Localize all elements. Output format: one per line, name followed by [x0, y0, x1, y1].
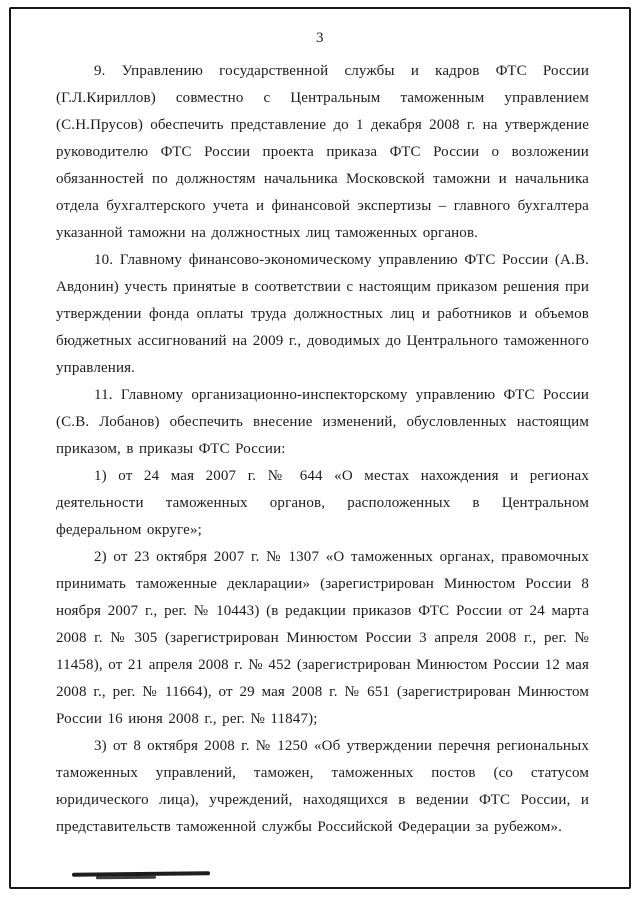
paragraph-9: 9. Управлению государственной службы и кадров ФТС России (Г.Л.Кириллов) совместно с Центральным таможенным управлением (С.Н.Прусов) обеспечить представление до 1 декабря 2008 г. на утверждение руководителю ФТС России проекта приказа ФТС России о возложении обязанностей по должностям начальника Московской таможни и начальника отдела бухгалтерского учета и финансовой экспертизы – главного бухгалтера указанной таможни на должностных лиц таможенных органов.: [56, 63, 589, 241]
document-body: [56, 58, 589, 841]
page-number: 3: [316, 30, 324, 46]
list-item-2: 2) от 23 октября 2007 г. № 1307 «О таможенных органах, правомочных принимать таможенные декларации» (зарегистрирован Минюстом России 8 ноября 2007 г., рег. № 10443) (в редакции приказов ФТС России от 24 марта 2008 г. № 305 (зарегистрирован Минюстом России 3 апреля 2008 г., рег. № 11458), от 21 апреля 2008 г. № 452 (зарегистрирован Минюстом России 12 мая 2008 г., рег. № 11664), от 29 мая 2008 г. № 651 (зарегистрирован Минюстом России 16 июня 2008 г., рег. № 11847);: [56, 549, 589, 727]
paragraph-10: 10. Главному финансово-экономическому управлению ФТС России (А.В. Авдонин) учесть принятые в соответствии с настоящим приказом решения при утверждении фонда оплаты труда должностных лиц и работников и объемов бюджетных ассигнований на 2009 г., доводимых до Центрального таможенного управления.: [56, 252, 589, 376]
list-item-1: 1) от 24 мая 2007 г. № 644 «О местах нахождения и регионах деятельности таможенных органов, расположенных в Центральном федеральном округе»;: [56, 468, 589, 538]
list-item-3: 3) от 8 октября 2008 г. № 1250 «Об утверждении перечня региональных таможенных управлений, таможен, таможенных постов (со статусом юридического лица), учреждений, находящихся в ведении ФТС России, и представительств таможенной службы Российской Федерации за рубежом».: [56, 738, 589, 835]
scan-artifact: [96, 876, 156, 880]
paragraph-11: 11. Главному организационно-инспекторскому управлению ФТС России (С.В. Лобанов) обеспечить внесение изменений, обусловленных настоящим приказом, в приказы ФТС России:: [56, 387, 589, 457]
